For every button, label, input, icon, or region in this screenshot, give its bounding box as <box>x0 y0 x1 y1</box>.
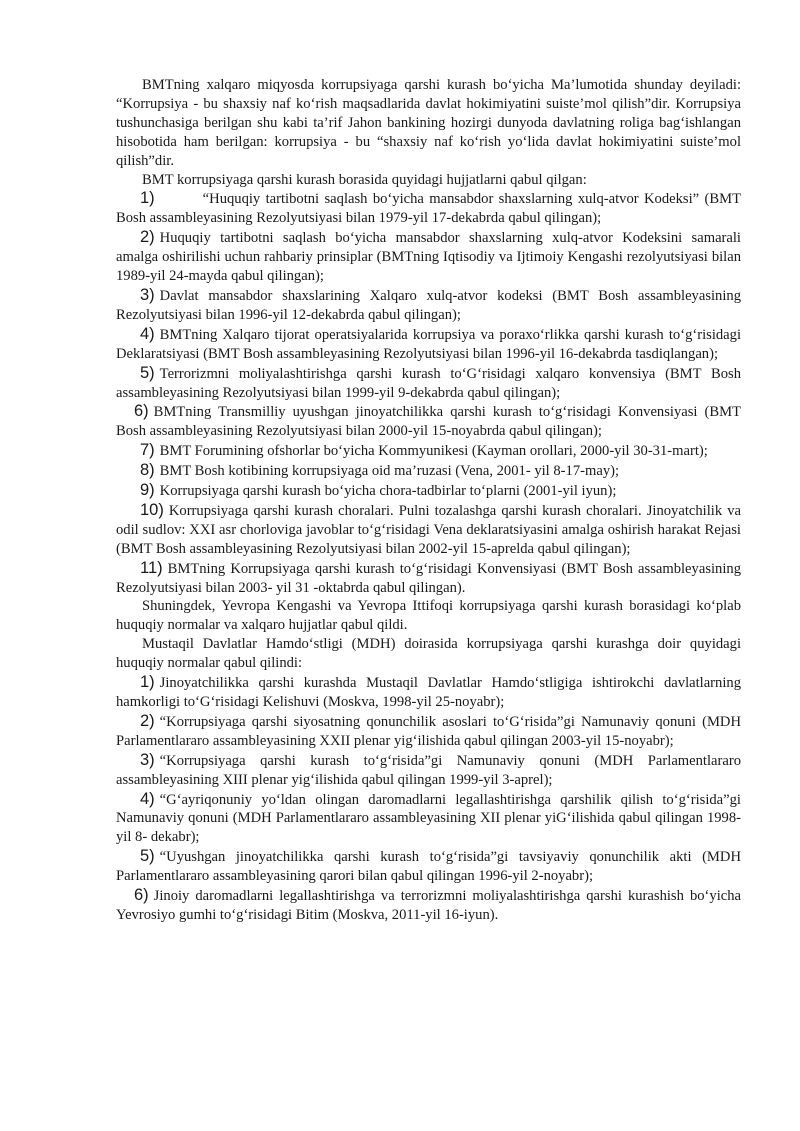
list-item <box>116 286 741 325</box>
list-item <box>116 790 741 848</box>
list-text: Korrupsiyaga qarshi kurash bo‘yicha chora-tadbirlar to‘plarni (2001-yil iyun); <box>159 483 617 500</box>
document-body <box>116 76 741 925</box>
list-number: 11) <box>140 558 163 577</box>
list-text: Huquqiy tartibotni saqlash bo‘yicha mansabdor shaxslarning xulq-atvor Kodeksini samarali amalga oshirilishi uchun rahbariy prinsiplar (BMTning Iqtisodiy va Ijtimoiy Kengashi rezolyutsiyasi bilan 1989-yil 24-mayda qabul qilingan); <box>116 230 741 285</box>
list-text: BMTning Korrupsiyaga qarshi kurash to‘g‘risidagi Konvensiyasi (BMT Bosh assambleyasining Rezolyutsiyasi bilan 2003- yil 31 -oktabrda qabul qilingan). <box>116 560 741 596</box>
list-item <box>116 402 741 441</box>
paragraph-text: Mustaqil Davlatlar Hamdo‘stligi (MDH) doirasida korrupsiyaga qarshi kurashga doir quyidagi huquqiy normalar qabul qilindi: <box>116 636 741 672</box>
list-number: 4) <box>140 324 155 343</box>
list-number: 7) <box>140 441 155 460</box>
list-text: BMTning Transmilliy uyushgan jinoyatchilikka qarshi kurash to‘g‘risidagi Konvensiyasi (BMT Bosh assambleyasining Rezolyutsiyasi bilan 2000-yil 15-noyabrda qabul qilingan); <box>116 404 741 440</box>
list-text: Korrupsiyaga qarshi kurash choralari. Pulni tozalashga qarshi kurash choralari. Jinoyatchilik va odil sudlov: XXI asr chorloviga javoblar to‘g‘risidagi Vena deklaratsiyasini amalga oshirish harakat Rejasi (BMT Bosh assambleyasining Rezolyutsiyasi bilan 2002-yil 15-aprelda qabul qilingan); <box>116 502 741 557</box>
list-number: 5) <box>140 847 155 866</box>
list-item <box>116 673 741 712</box>
list-item <box>116 847 741 886</box>
list-item <box>116 501 741 559</box>
list-number: 3) <box>140 285 155 304</box>
list-text: BMT Bosh kotibining korrupsiyaga oid ma’ruzasi (Vena, 2001- yil 8-17-may); <box>159 463 620 480</box>
list-number: 8) <box>140 461 155 480</box>
list-number: 6) <box>134 886 149 905</box>
list-item <box>116 228 741 286</box>
list-text: “Korrupsiyaga qarshi kurash to‘g‘risida”gi Namunaviy qonuni (MDH Parlamentlararo assambleyasining XIII plenar yig‘ilishida qabul qilingan 1999-yil 3-aprel); <box>116 752 741 788</box>
paragraph-un-documents <box>116 171 741 190</box>
paragraph-europe <box>116 597 741 635</box>
list-item <box>116 712 741 751</box>
list-number: 9) <box>140 481 155 500</box>
paragraph-text: Shuningdek, Yevropa Kengashi va Yevropa Ittifoqi korrupsiyaga qarshi kurash borasidagi ko‘plab huquqiy normalar va xalqaro hujjatlar qabul qildi. <box>116 598 741 634</box>
list-number: 10) <box>140 500 164 519</box>
list-text: Terrorizmni moliyalashtirishga qarshi kurash to‘G‘risidagi xalqaro konvensiya (BMT Bosh assambleyasining Rezolyutsiyasi bilan 1999-yil 9-dekabrda qabul qilingan); <box>116 365 741 401</box>
paragraph-text: BMT korrupsiyaga qarshi kurash borasida quyidagi hujjatlarni qabul qilgan: <box>142 171 587 188</box>
list-text: BMTning Xalqaro tijorat operatsiyalarida korrupsiya va poraxo‘rlikka qarshi kurash to‘g‘risidagi Deklaratsiyasi (BMT Bosh assambleyasining Rezolyutsiyasi bilan 1996-yil 16-dekabrda tasdiqlangan); <box>116 326 741 362</box>
list-number: 5) <box>140 363 155 382</box>
list-item <box>116 364 741 403</box>
list-text: “Korrupsiyaga qarshi siyosatning qonunchilik asoslari to‘G‘risida”gi Namunaviy qonuni (MDH Parlamentlararo assambleyasining XXII plenar yig‘ilishida qabul qilingan 2003-yil 15-noyabr); <box>116 713 741 749</box>
list-text: Davlat mansabdor shaxslarining Xalqaro xulq-atvor kodeksi (BMT Bosh assambleyasining Rezolyutsiyasi bilan 1996-yil 12-dekabrda qabul qilingan); <box>116 287 741 323</box>
list-item <box>116 481 741 501</box>
list-text: “Huquqiy tartibotni saqlash bo‘yicha mansabdor shaxslarning xulq-atvor Kodeksi” (BMT Bosh assambleyasining Rezolyutsiyasi bilan 1979-yil 17-dekabrda qabul qilingan); <box>116 191 741 227</box>
list-text: Jinoiy daromadlarni legallashtirishga va terrorizmni moliyalashtirishga qarshi kurashish bo‘yicha Yevrosiyo gumhi to‘g‘risidagi Bitim (Moskva, 2011-yil 16-iyun). <box>116 888 741 923</box>
list-text: “Uyushgan jinoyatchilikka qarshi kurash to‘g‘risida”gi tavsiyaviy qonunchilik akti (MDH Parlamentlararo assambleyasining qarori bilan qabul qilingan 1996-yil 2-noyabr); <box>116 849 741 885</box>
list-text: BMT Forumining ofshorlar bo‘yicha Kommyunikesi (Kayman orollari, 2000-yil 30-31-mart); <box>159 443 708 460</box>
list-item <box>116 461 741 481</box>
list-number: 6) <box>134 402 149 421</box>
list-text: “G‘ayriqonuniy yo‘ldan olingan daromadlarni legallashtirishga qarshilik qilish to‘g‘risida”gi Namunaviy qonuni (MDH Parlamentlararo assambleyasining XII plenar yiG‘ilishida qabul qilingan 1998-yil 8- dekabr); <box>116 791 741 846</box>
paragraph-intro <box>116 76 741 171</box>
list-number: 4) <box>140 789 155 808</box>
list-item <box>116 886 741 925</box>
list-item <box>116 751 741 790</box>
list-item <box>116 559 741 598</box>
list-number: 1) <box>140 673 155 692</box>
list-number: 3) <box>140 750 155 769</box>
list-text: Jinoyatchilikka qarshi kurashda Mustaqil Davlatlar Hamdo‘stligiga ishtirokchi davlatlarning hamkorligi to‘G‘risidagi Kelishuvi (Moskva, 1998-yil 25-noyabr); <box>116 675 741 710</box>
list-item <box>116 325 741 364</box>
list-item <box>116 189 741 228</box>
list-number: 2) <box>140 228 155 247</box>
list-number: 2) <box>140 711 155 730</box>
paragraph-text: BMTning xalqaro miqyosda korrupsiyaga qarshi kurash bo‘yicha Ma’lumotida shunday deyiladi: “Korrupsiya - bu shaxsiy naf ko‘rish maqsadlarida davlat hokimiyatini suiste’mol qilish”dir. Korrupsiya tushunchasiga berilgan shu kabi ta’rif Jahon bankining hozirgi dunyoda davlatning roliga bag‘ishlangan hisobotida ham berilgan: korrupsiya - bu “shaxsiy naf ko‘rish yo‘lida davlat hokimiyatini suiste’mol qilish”dir. <box>116 77 741 169</box>
list-item <box>116 441 741 461</box>
paragraph-cis <box>116 635 741 673</box>
list-number: 1) <box>140 189 155 208</box>
